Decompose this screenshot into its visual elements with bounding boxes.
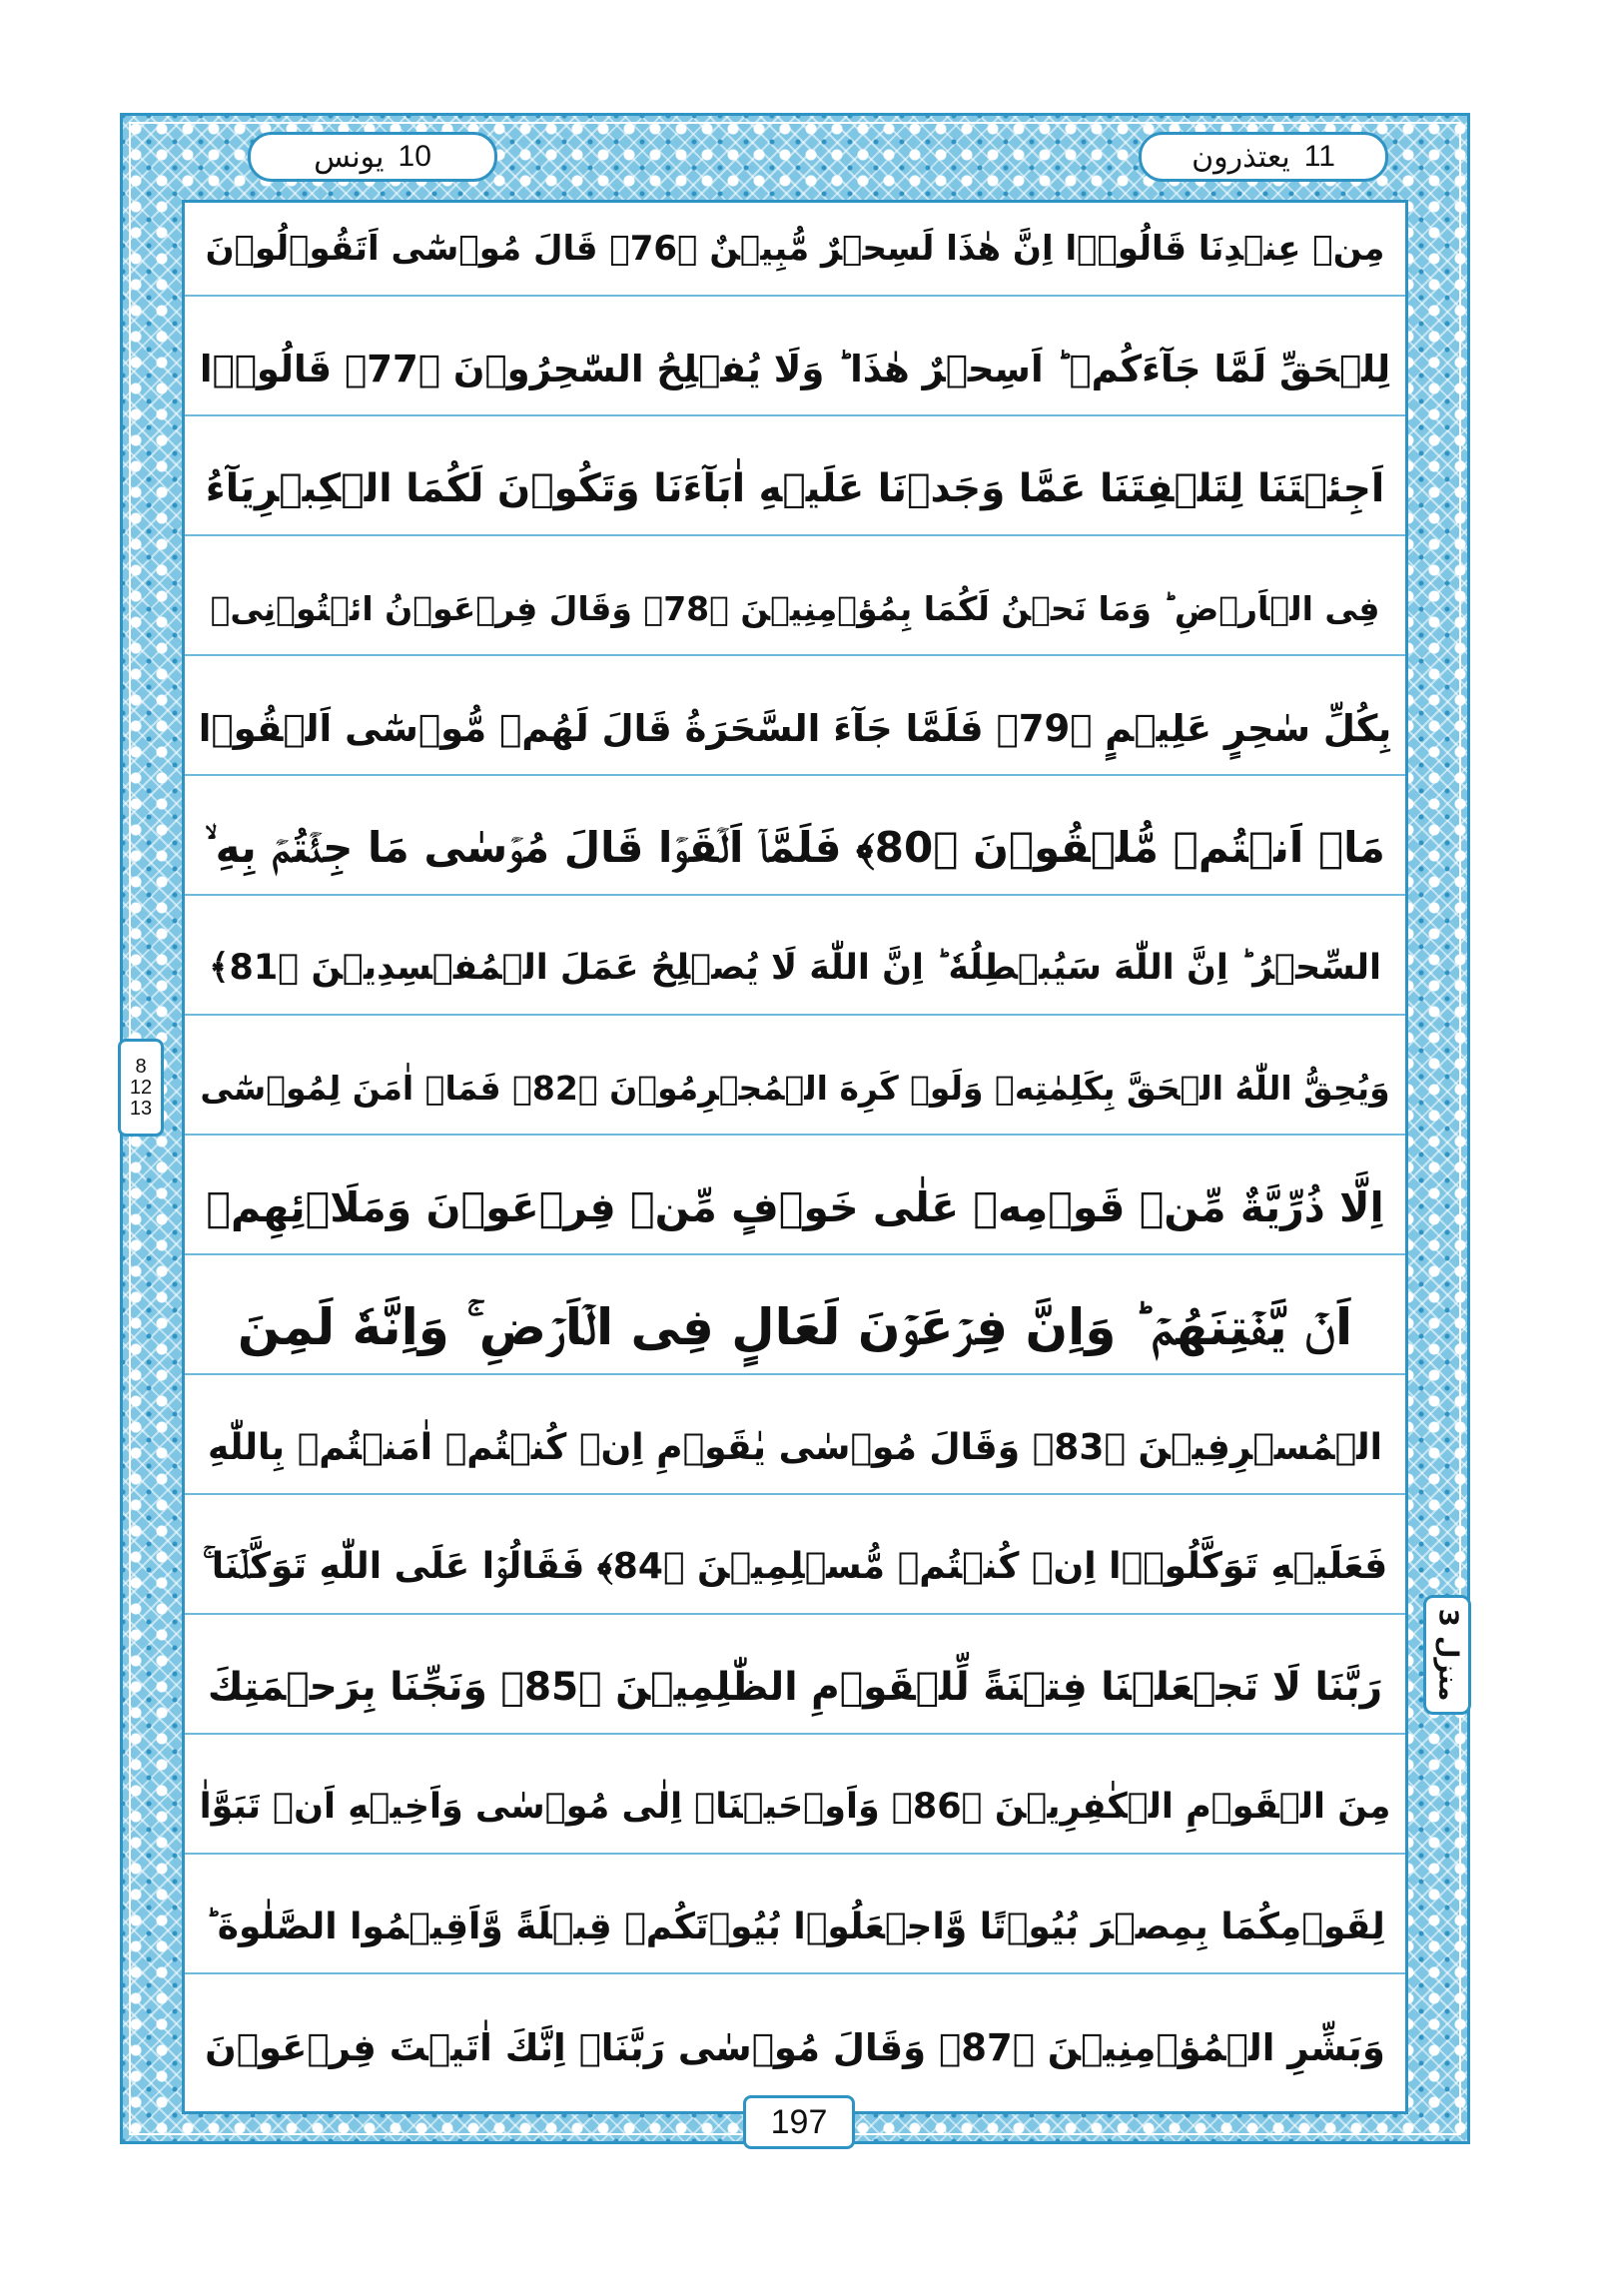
surah-header-tab — [248, 132, 497, 182]
text-line: لِقَوۡمِكُمَا بِمِصۡرَ بُيُوۡتًا وَّاجۡعَلُوۡا بُيُوۡتَكُمۡ قِبۡلَةً وَّاَقِيۡمُوا الصَّلٰوةَ ؕ — [185, 1881, 1405, 1974]
text-line: اِلَّا ذُرِّيَّةٌ مِّنۡ قَوۡمِهٖ عَلٰى خَوۡفٍ مِّنۡ فِرۡعَوۡنَ وَمَلَا۟ئِهِمۡ — [185, 1161, 1405, 1255]
ruku-marker — [118, 1039, 164, 1137]
text-line: الۡمُسۡرِفِيۡنَ ﴿83﴾ وَقَالَ مُوۡسٰى يٰقَوۡمِ اِنۡ كُنۡتُمۡ اٰمَنۡتُمۡ بِاللّٰهِ — [185, 1401, 1405, 1495]
text-line: فِى الۡاَرۡضِ ؕ وَمَا نَحۡنُ لَكُمَا بِمُؤۡمِنِيۡنَ ﴿78﴾ وَقَالَ فِرۡعَوۡنُ ائۡتُوۡنِىۡ — [185, 562, 1405, 656]
juz-name: يعتذرون — [1192, 139, 1290, 175]
ruku-count-bottom: 13 — [129, 1097, 153, 1120]
text-line: وَبَشِّرِ الۡمُؤۡمِنِيۡنَ ﴿87﴾ وَقَالَ مُوۡسٰى رَبَّنَاۤ اِنَّكَ اٰتَيۡتَ فِرۡعَوۡنَ — [205, 2025, 1385, 2069]
surah-number: 10 — [398, 140, 431, 173]
text-line: لِلۡحَقِّ لَمَّا جَآءَكُمۡ ؕ اَسِحۡرٌ هٰذَا ؕ وَلَا يُفۡلِحُ السّٰحِرُوۡنَ ﴿77﴾ قَالُوۡۤا — [185, 323, 1405, 416]
text-line: مِنَ الۡقَوۡمِ الۡكٰفِرِيۡنَ ﴿86﴾ وَاَوۡحَيۡنَاۤ اِلٰى مُوۡسٰى وَاَخِيۡهِ اَنۡ تَبَوَّاٰ — [185, 1761, 1405, 1855]
juz-number: 11 — [1303, 140, 1335, 173]
ruku-count-middle: 12 — [129, 1076, 153, 1099]
manzil-label: منزل 3 — [1432, 1608, 1462, 1702]
text-line: بِكُلِّ سٰحِرٍ عَلِيۡمٍ ﴿79﴾ فَلَمَّا جَآءَ السَّحَرَةُ قَالَ لَهُمۡ مُّوۡسٰٓى اَلۡقُوۡا — [185, 682, 1405, 776]
text-line: رَبَّنَا لَا تَجۡعَلۡنَا فِتۡنَةً لِّلۡقَوۡمِ الظّٰلِمِيۡنَ ﴿85﴾ وَنَجِّنَا بِرَحۡمَتِكَ — [185, 1641, 1405, 1735]
text-line: اَجِئۡتَنَا لِتَلۡفِتَنَا عَمَّا وَجَدۡنَا عَلَيۡهِ اٰبَآءَنَا وَتَكُوۡنَ لَكُمَا الۡكِبۡرِيَآءُ — [185, 442, 1405, 536]
quran-text-panel — [182, 200, 1408, 2114]
text-line: فَعَلَيۡهِ تَوَكَّلُوۡۤا اِنۡ كُنۡتُمۡ مُّسۡلِمِيۡنَ ﴿84﴾ فَقَالُوۡا عَلَى اللّٰهِ تَوَكَّلۡنَا ۚ — [185, 1521, 1405, 1615]
text-line: وَيُحِقُّ اللّٰهُ الۡحَقَّ بِكَلِمٰتِهٖ وَلَوۡ كَرِهَ الۡمُجۡرِمُوۡنَ ﴿82﴾ فَمَاۤ اٰمَنَ لِمُوۡسٰٓى — [185, 1042, 1405, 1136]
manzil-marker — [1423, 1595, 1471, 1715]
text-line: مِنۡ عِنۡدِنَا قَالُوۡۤا اِنَّ هٰذَا لَسِحۡرٌ مُّبِيۡنٌ ﴿76﴾ قَالَ مُوۡسٰٓى اَتَقُوۡلُوۡنَ — [185, 203, 1405, 297]
text-line: اَنۡ يَّفۡتِنَهُمۡ ؕ وَاِنَّ فِرۡعَوۡنَ لَعَالٍ فِى الۡاَرۡضِ ۚ وَاِنَّهٗ لَمِنَ — [185, 1281, 1405, 1375]
text-line: مَاۤ اَنۡتُمۡ مُّلۡقُوۡنَ ﴿80﴾ فَلَمَّاۤ اَلۡقَوۡا قَالَ مُوۡسٰى مَا جِئۡتُمۡ بِهِ ۙ — [185, 802, 1405, 896]
page-number: 197 — [743, 2095, 855, 2149]
surah-name: يونس — [314, 139, 385, 175]
juz-header-tab — [1139, 132, 1388, 182]
text-line: السِّحۡرُ ؕ اِنَّ اللّٰهَ سَيُبۡطِلُهٗ ؕ اِنَّ اللّٰهَ لَا يُصۡلِحُ عَمَلَ الۡمُفۡسِدِيۡنَ ﴿81﴾ — [185, 922, 1405, 1016]
ruku-count-top: 8 — [135, 1055, 147, 1078]
